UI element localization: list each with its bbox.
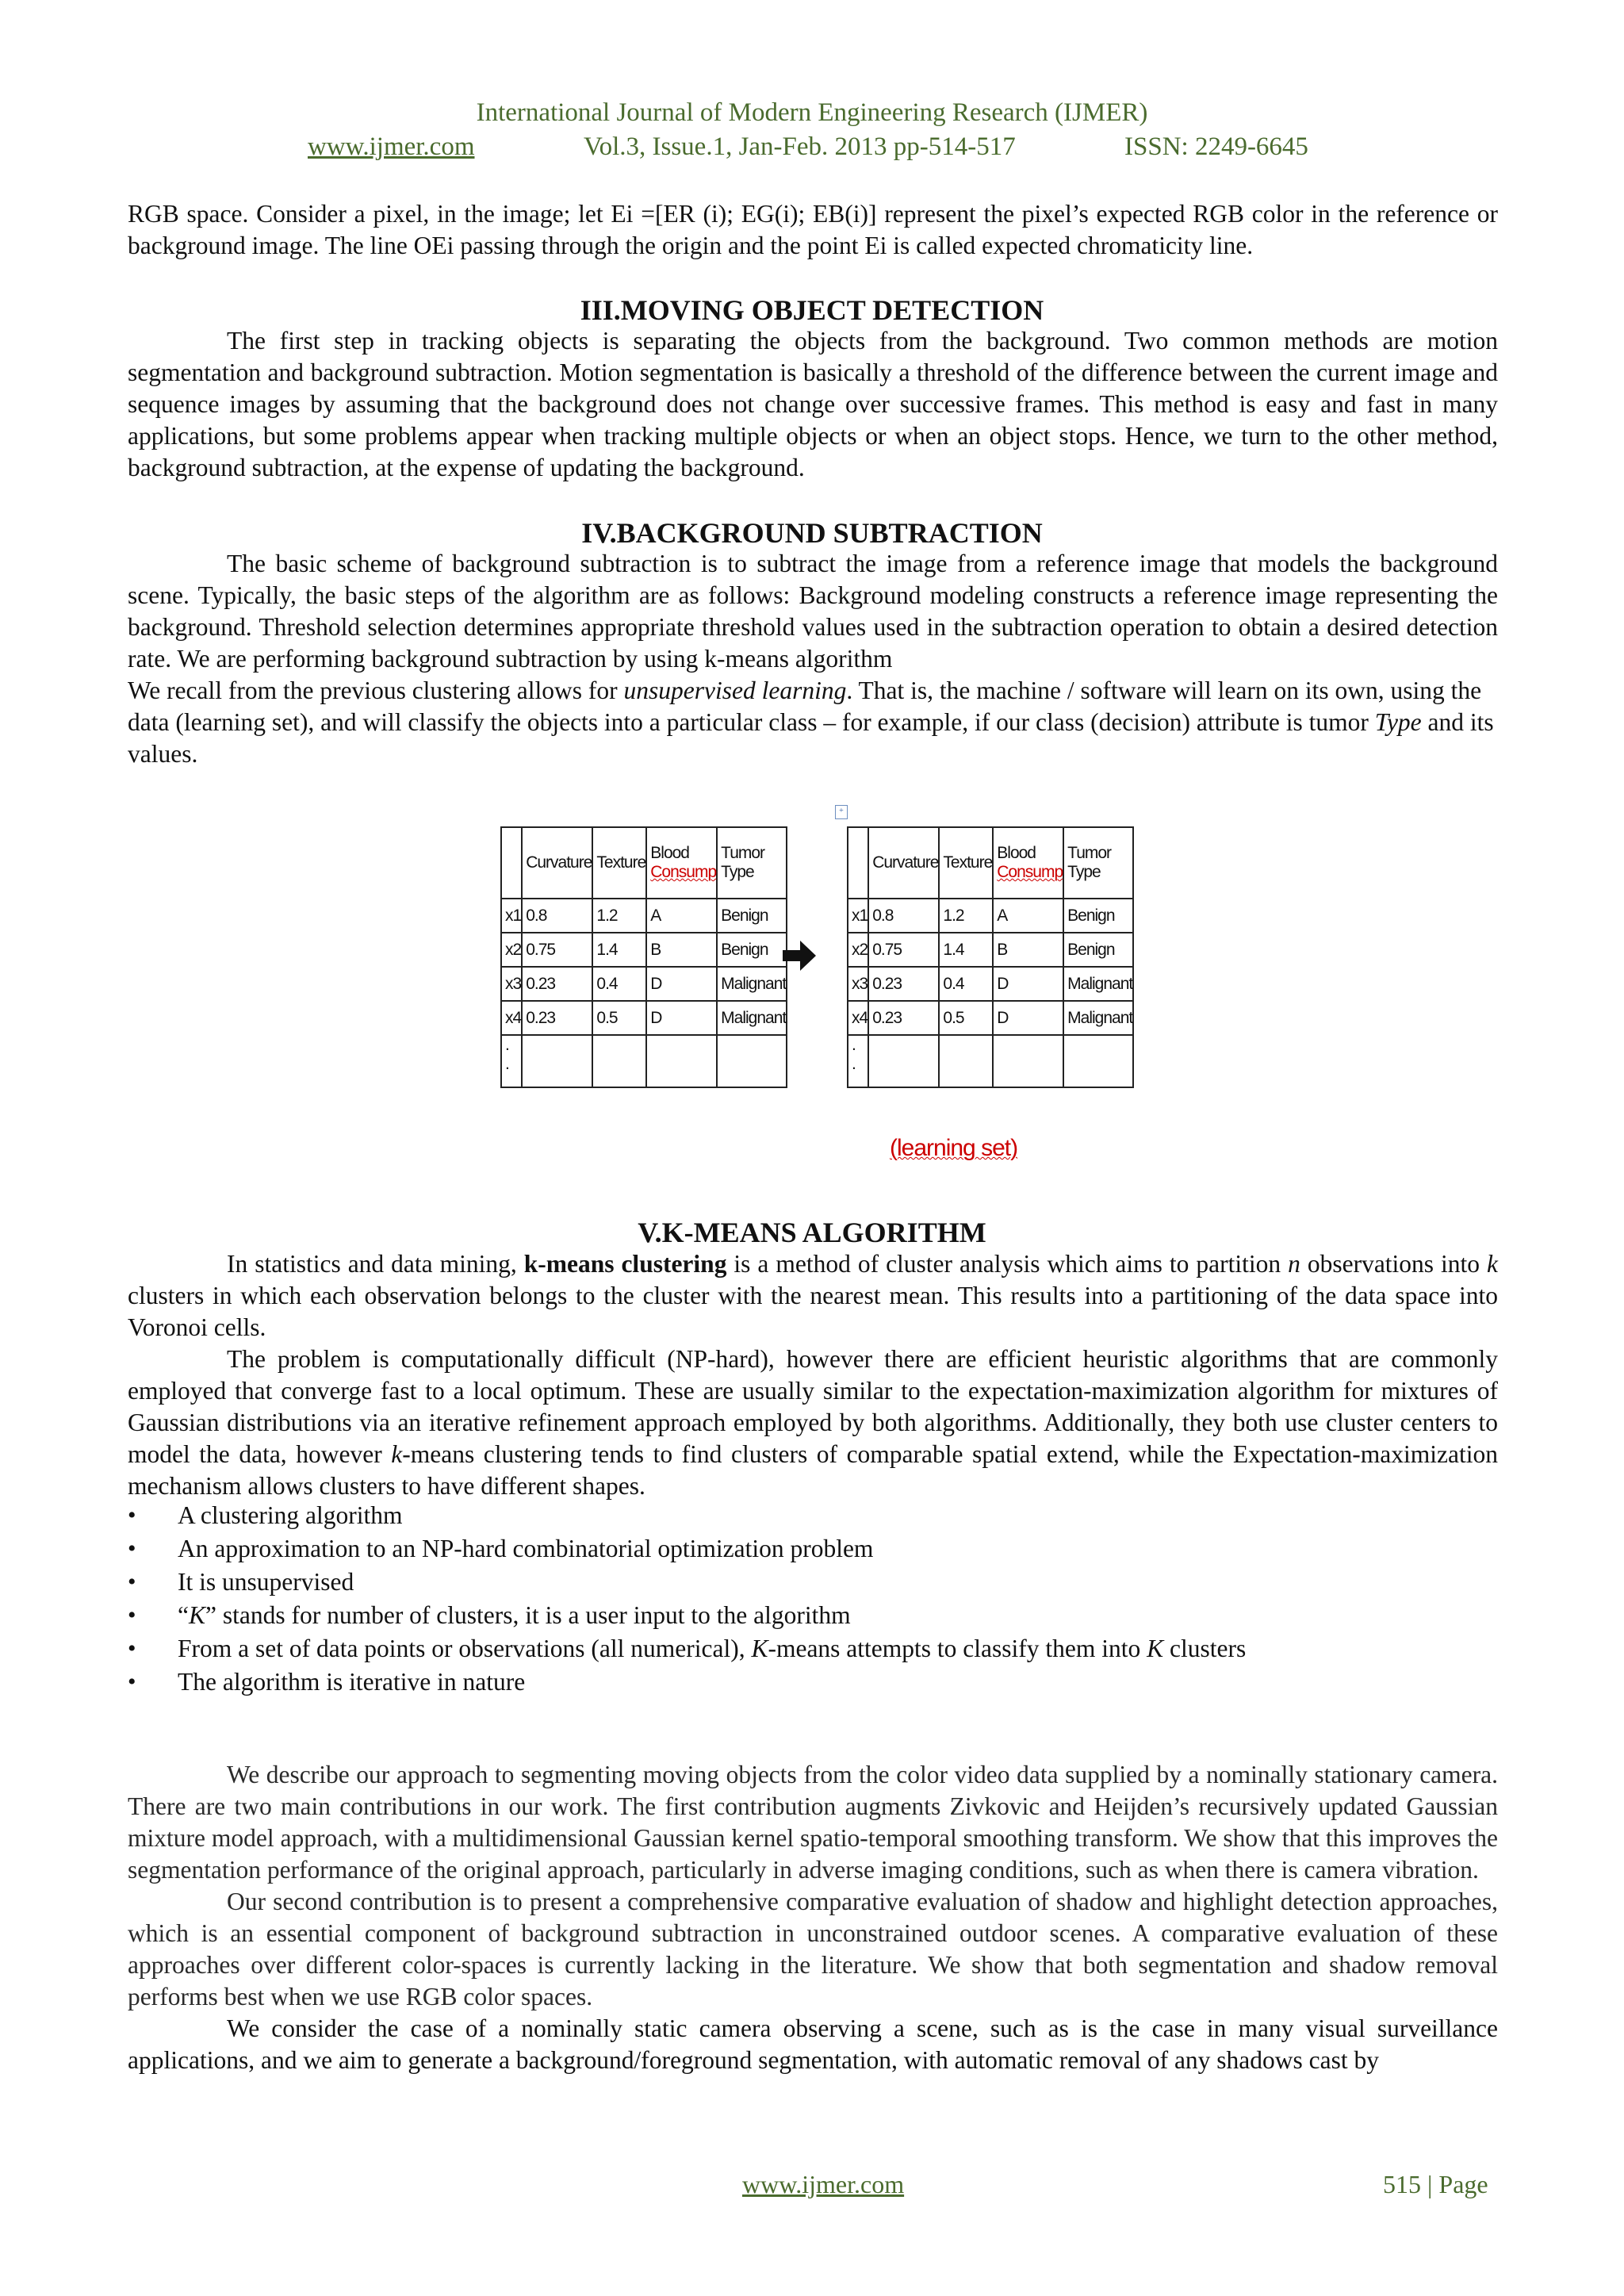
table-cell: 0.8 (522, 899, 592, 933)
table-header-cell (501, 827, 522, 899)
table-cell: x1 (501, 899, 522, 933)
table-header-cell: Blood Consump (993, 827, 1063, 899)
table-cell: Benign (717, 899, 787, 933)
list-item: • A clustering algorithm (128, 1499, 1246, 1532)
table-cell: 1.2 (592, 899, 646, 933)
table-cell: Malignant (1063, 967, 1133, 1001)
table-cell: 0.8 (868, 899, 939, 933)
table-header-cell: Blood Consump (646, 827, 717, 899)
table-row (848, 1001, 1133, 1035)
table-cell (717, 1035, 787, 1087)
table-cell: 0.4 (939, 967, 993, 1001)
figure-table-right (847, 826, 1134, 1088)
table-header-cell: Curvature (868, 827, 939, 899)
journal-title: International Journal of Modern Engineering Research (IJMER) (476, 98, 1148, 127)
table-cell: A (993, 899, 1063, 933)
table-cell: B (993, 933, 1063, 967)
table-row (848, 967, 1133, 1001)
list-item: • It is unsupervised (128, 1566, 1246, 1599)
list-item: • “K” stands for number of clusters, it is a user input to the algorithm (128, 1599, 1246, 1632)
table-header-cell: Tumor Type (1063, 827, 1133, 899)
table-row (501, 1001, 787, 1035)
table-move-handle-icon[interactable]: + (835, 805, 848, 819)
table-header-row (848, 827, 1133, 899)
table-cell (993, 1035, 1063, 1087)
list-item: • An approximation to an NP-hard combinatorial optimization problem (128, 1532, 1246, 1566)
table-cell: 0.5 (939, 1001, 993, 1035)
table-cell: Benign (717, 933, 787, 967)
table-cell: 0.23 (522, 967, 592, 1001)
figure-table-left (500, 826, 787, 1088)
table-cell: Malignant (717, 1001, 787, 1035)
table-header-cell: Texture (592, 827, 646, 899)
table-cell (868, 1035, 939, 1087)
table-cell: Benign (1063, 899, 1133, 933)
figure-caption: (learning set) (890, 1135, 1018, 1161)
table-row (848, 899, 1133, 933)
table-cell: Malignant (1063, 1001, 1133, 1035)
approach-paragraph-1: We describe our approach to segmenting moving objects from the color video data supplied by a nominally stationary camera. There are two main contributions in our work. The first contribution augments Zivkovic and Heijden’s recursively updated Gaussian mixture model approach, with a multidimensional Gaussian kernel spatio-temporal smoothing transform. We show that this improves the segmentation performance of the original approach, particularly in adverse imaging conditions, such as when there is camera vibration. (128, 1761, 1498, 1884)
table-cell: x4 (501, 1001, 522, 1035)
footer-website-link[interactable]: www.ijmer.com (742, 2170, 905, 2198)
section-4-heading: IV.BACKGROUND SUBTRACTION (581, 517, 1043, 549)
table-cell: A (646, 899, 717, 933)
table-cell (522, 1035, 592, 1087)
approach-block (128, 1759, 1498, 2076)
table-cell: D (646, 1001, 717, 1035)
section-5-heading: V.K-MEANS ALGORITHM (638, 1217, 986, 1248)
table-cell (646, 1035, 717, 1087)
arrow-right-icon (781, 937, 818, 974)
section-5-block (128, 1248, 1498, 1502)
table-row (501, 1035, 787, 1087)
intro-block (128, 198, 1498, 262)
table-cell: 0.23 (522, 1001, 592, 1035)
section-5-paragraph-1: In statistics and data mining, k-means clustering is a method of cluster analysis which aims to partition n observations into k clusters in which each observation belongs to the cluster with the nearest mean. This results into a partitioning of the data space into Voronoi cells. (128, 1250, 1499, 1341)
table-row (848, 1035, 1133, 1087)
table-cell: 0.23 (868, 1001, 939, 1035)
table-row (501, 967, 787, 1001)
section-5-paragraph-2: The problem is computationally difficult (NP-hard), however there are efficient heuristic algorithms that are commonly employed that converge fast to a local optimum. These are usually similar to the expectation-maximization algorithm for mixtures of Gaussian distributions via an iterative refinement approach employed by both algorithms. Additionally, they both use cluster centers to model the data, however k-means clustering tends to find clusters of comparable spatial extend, while the Expectation-maximization mechanism allows clusters to have different shapes. (128, 1345, 1498, 1500)
table-cell: B (646, 933, 717, 967)
section-4-paragraph-1: The basic scheme of background subtraction is to subtract the image from a reference image that models the background scene. Typically, the basic steps of the algorithm are as follows: Background modeling constructs a reference image representing the background. Threshold selection determines appropriate threshold values used in the subtraction operation to obtain a desired detection rate. We are performing background subtraction by using k-means algorithm (128, 550, 1498, 673)
table-cell: x1 (848, 899, 868, 933)
table-cell: D (993, 967, 1063, 1001)
journal-volume: Vol.3, Issue.1, Jan-Feb. 2013 pp-514-517 (584, 132, 1016, 161)
table-cell: x2 (501, 933, 522, 967)
table-cell: x3 (501, 967, 522, 1001)
table-cell (939, 1035, 993, 1087)
journal-website-link[interactable]: www.ijmer.com (308, 132, 475, 161)
table-cell: Benign (1063, 933, 1133, 967)
table-cell: 0.5 (592, 1001, 646, 1035)
section-3-block (128, 325, 1498, 484)
table-header-cell: Tumor Type (717, 827, 787, 899)
journal-issn: ISSN: 2249-6645 (1124, 132, 1308, 161)
table-cell: D (646, 967, 717, 1001)
table-row (501, 899, 787, 933)
table-cell: x4 (848, 1001, 868, 1035)
table-row (848, 933, 1133, 967)
table-header-cell (848, 827, 868, 899)
list-item: • From a set of data points or observations (all numerical), K-means attempts to classify them into K clusters (128, 1632, 1246, 1665)
table-cell: 0.4 (592, 967, 646, 1001)
section-4-block (128, 548, 1498, 770)
table-cell: 0.75 (522, 933, 592, 967)
table-cell: 1.4 (592, 933, 646, 967)
table-cell: . . (501, 1035, 522, 1087)
kmeans-bullet-list (128, 1499, 1246, 1699)
table-cell: Malignant (717, 967, 787, 1001)
section-3-heading: III.MOVING OBJECT DETECTION (580, 294, 1044, 326)
table-cell: 0.23 (868, 967, 939, 1001)
table-cell: 0.75 (868, 933, 939, 967)
intro-paragraph: RGB space. Consider a pixel, in the image; let Ei =[ER (i); EG(i); EB(i)] represent the pixel’s expected RGB color in the reference or background image. The line OEi passing through the origin and the point Ei is called expected chromaticity line. (128, 200, 1498, 259)
page-number: 515 | Page (1383, 2170, 1488, 2198)
table-cell (592, 1035, 646, 1087)
table-cell: D (993, 1001, 1063, 1035)
table-cell: 1.2 (939, 899, 993, 933)
table-header-row (501, 827, 787, 899)
table-cell: x3 (848, 967, 868, 1001)
section-3-paragraph: The first step in tracking objects is separating the objects from the background. Two common methods are motion segmentation and background subtraction. Motion segmentation is basically a threshold of the difference between the current image and sequence images by assuming that the background does not change over successive frames. This method is easy and fast in many applications, but some problems appear when tracking multiple objects or when an object stops. Hence, we turn to the other method, background subtraction, at the expense of updating the background. (128, 327, 1498, 481)
approach-paragraph-3: We consider the case of a nominally static camera observing a scene, such as is the case in many visual surveillance applications, and we aim to generate a background/foreground segmentation, with automatic removal of any shadows cast by (128, 2014, 1498, 2074)
table-cell: . . (848, 1035, 868, 1087)
section-4-paragraph-2: We recall from the previous clustering allows for unsupervised learning. That is, the machine / software will learn on its own, using the data (learning set), and will classify the objects into a particular class – for example, if our class (decision) attribute is tumor Type and its values. (128, 677, 1494, 768)
approach-paragraph-2: Our second contribution is to present a comprehensive comparative evaluation of shadow and highlight detection approaches, which is an essential component of background subtraction in unconstrained outdoor scenes. A comparative evaluation of these approaches over different color-spaces is currently lacking in the literature. We show that both segmentation and shadow removal performs best when we use RGB color spaces. (128, 1888, 1498, 2010)
table-cell: 1.4 (939, 933, 993, 967)
table-cell: x2 (848, 933, 868, 967)
table-header-cell: Curvature (522, 827, 592, 899)
table-row (501, 933, 787, 967)
table-header-cell: Texture (939, 827, 993, 899)
list-item: • The algorithm is iterative in nature (128, 1665, 1246, 1699)
table-cell (1063, 1035, 1133, 1087)
